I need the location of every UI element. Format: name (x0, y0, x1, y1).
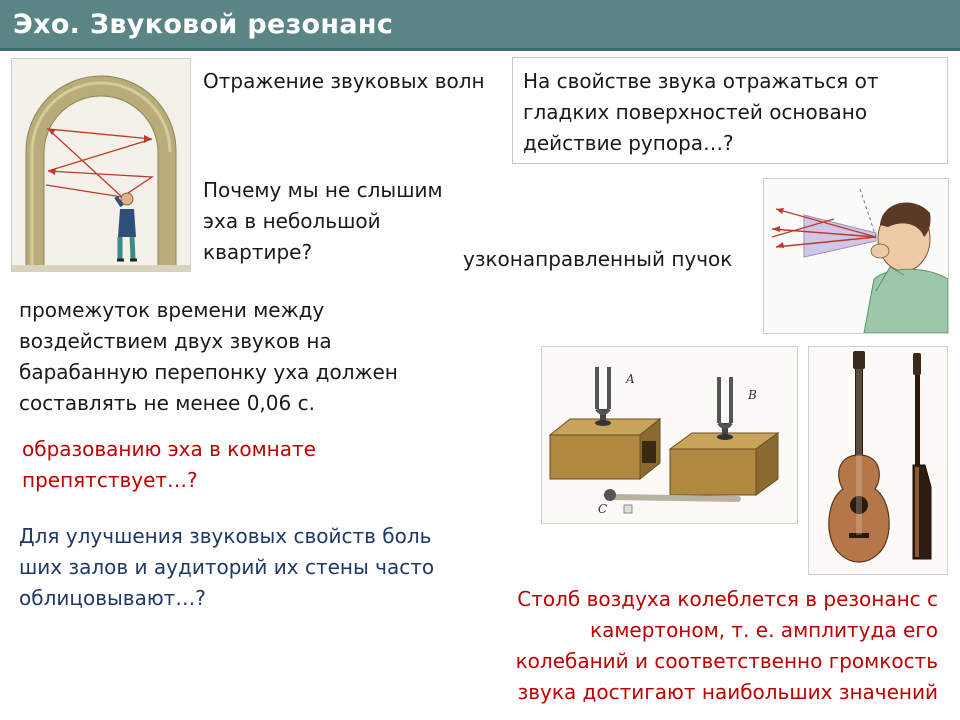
beam-label: узконаправленный пучок (463, 247, 733, 271)
interval-answer-line: составлять не менее 0,06 с. (19, 391, 315, 415)
echo-question-line: квартире? (203, 240, 313, 264)
echo-question-line: эха в небольшой (203, 209, 381, 233)
resonance-answer-line: колебаний и соответственно громкость (515, 649, 938, 673)
megaphone-illustration (763, 178, 949, 334)
halls-question (19, 521, 434, 614)
resonance-answer (516, 584, 938, 708)
room-question (22, 434, 316, 496)
halls-question-line: ших залов и аудиторий их стены часто (19, 555, 435, 579)
horn-question-line: гладких поверхностей основано (523, 100, 868, 124)
interval-answer-line: воздействием двух звуков на (19, 329, 332, 353)
resonance-answer-line: Столб воздуха колеблется в резонанс с (517, 587, 938, 611)
room-question-line: образованию эха в комнате (22, 437, 316, 461)
guitar-illustration (808, 346, 948, 575)
horn-question-box (512, 57, 948, 164)
slide-title: Эхо. Звуковой резонанс (13, 9, 394, 40)
horn-question-line: действие рупора…? (523, 131, 734, 155)
resonance-answer-line: звука достигают наибольших значений (517, 680, 938, 704)
fork-label-b: B (748, 388, 757, 402)
echo-question-line: Почему мы не слышим (203, 178, 443, 202)
room-question-line: препятствует…? (22, 468, 198, 492)
horn-question-line: На свойстве звука отражаться от (523, 69, 879, 93)
reflection-label: Отражение звуковых волн (203, 69, 485, 93)
resonance-answer-line: камертоном, т. е. амплитуда его (590, 618, 938, 642)
halls-question-line: Для улучшения звуковых свойств боль (19, 524, 432, 548)
fork-label-c: C (598, 502, 608, 516)
interval-answer-line: промежуток времени между (19, 298, 325, 322)
arch-echo-illustration (11, 58, 191, 272)
title-bar (0, 0, 960, 51)
fork-label-a: A (626, 372, 635, 386)
interval-answer-line: барабанную перепонку уха должен (19, 360, 398, 384)
echo-question (203, 175, 443, 268)
interval-answer (19, 295, 398, 419)
halls-question-line: облицовывают…? (19, 586, 206, 610)
tuning-forks-illustration (541, 346, 798, 524)
